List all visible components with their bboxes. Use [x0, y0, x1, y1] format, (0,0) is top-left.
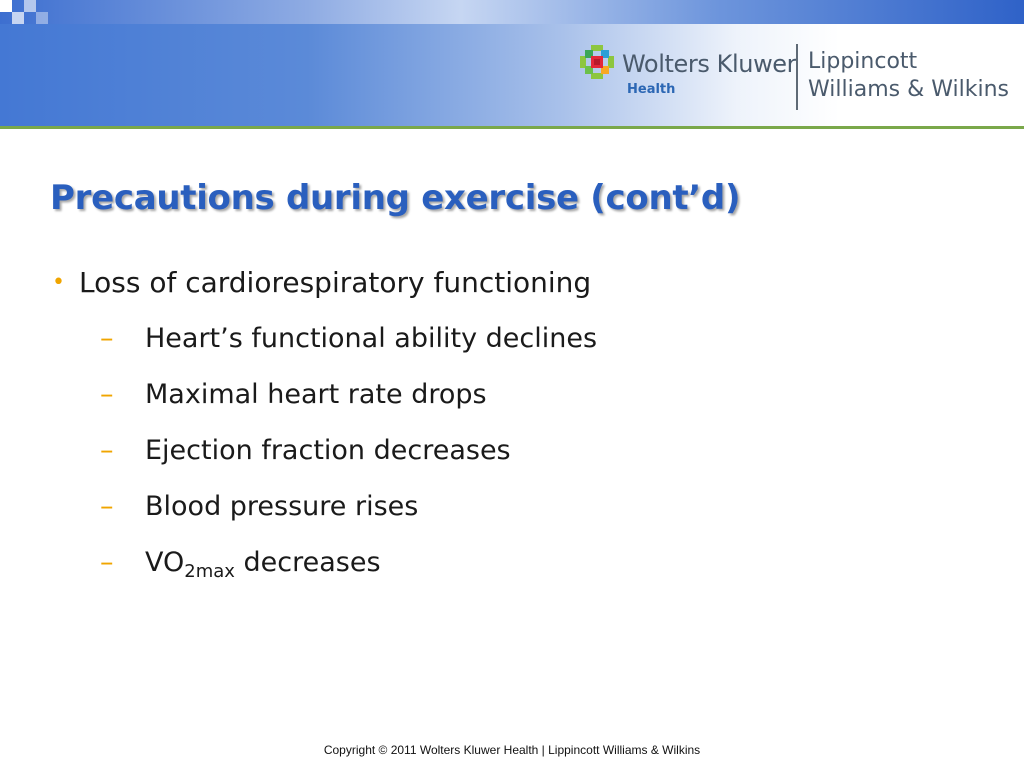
- copyright-footer: Copyright © 2011 Wolters Kluwer Health | Lippincott Williams & Wilkins: [323, 743, 701, 757]
- publisher-logo: [580, 42, 1020, 114]
- dash-bullet-icon: –: [100, 323, 114, 354]
- sub-bullet-text: Ejection fraction decreases: [145, 435, 511, 466]
- dash-bullet-icon: –: [100, 547, 114, 578]
- bullet-text: Loss of cardiorespiratory functioning: [79, 266, 592, 299]
- header-rule: [0, 126, 1024, 129]
- dash-bullet-icon: –: [100, 379, 114, 410]
- partner-name-line2: Williams & Wilkins: [808, 77, 1009, 102]
- header-banner: [0, 0, 1024, 127]
- brand-name: Wolters Kluwer: [622, 50, 797, 78]
- partner-name: [808, 48, 1009, 104]
- slide-title: Precautions during exercise (cont’d): [50, 178, 741, 218]
- sub-bullet-text-vo2max: [145, 547, 381, 582]
- decor-square: [24, 0, 36, 12]
- vo2-base: VO: [145, 547, 185, 578]
- header-top-strip: [0, 0, 1024, 24]
- sub-bullet-text: Blood pressure rises: [145, 491, 419, 522]
- partner-name-line1: Lippincott: [808, 49, 918, 74]
- dash-bullet-icon: –: [100, 435, 114, 466]
- logo-divider: [796, 44, 798, 110]
- brand-subtitle: Health: [627, 82, 676, 97]
- decor-square: [36, 12, 48, 24]
- vo2-subscript: 2max: [184, 561, 235, 582]
- bullet-dot-icon: •: [52, 270, 65, 295]
- decor-square: [0, 0, 12, 12]
- dash-bullet-icon: –: [100, 491, 114, 522]
- sub-bullet-text: Maximal heart rate drops: [145, 379, 487, 410]
- sub-bullet-text: Heart’s functional ability declines: [145, 323, 598, 354]
- decor-square: [12, 12, 24, 24]
- wolters-kluwer-logo-icon: [580, 45, 614, 79]
- vo2-rest: decreases: [243, 547, 381, 578]
